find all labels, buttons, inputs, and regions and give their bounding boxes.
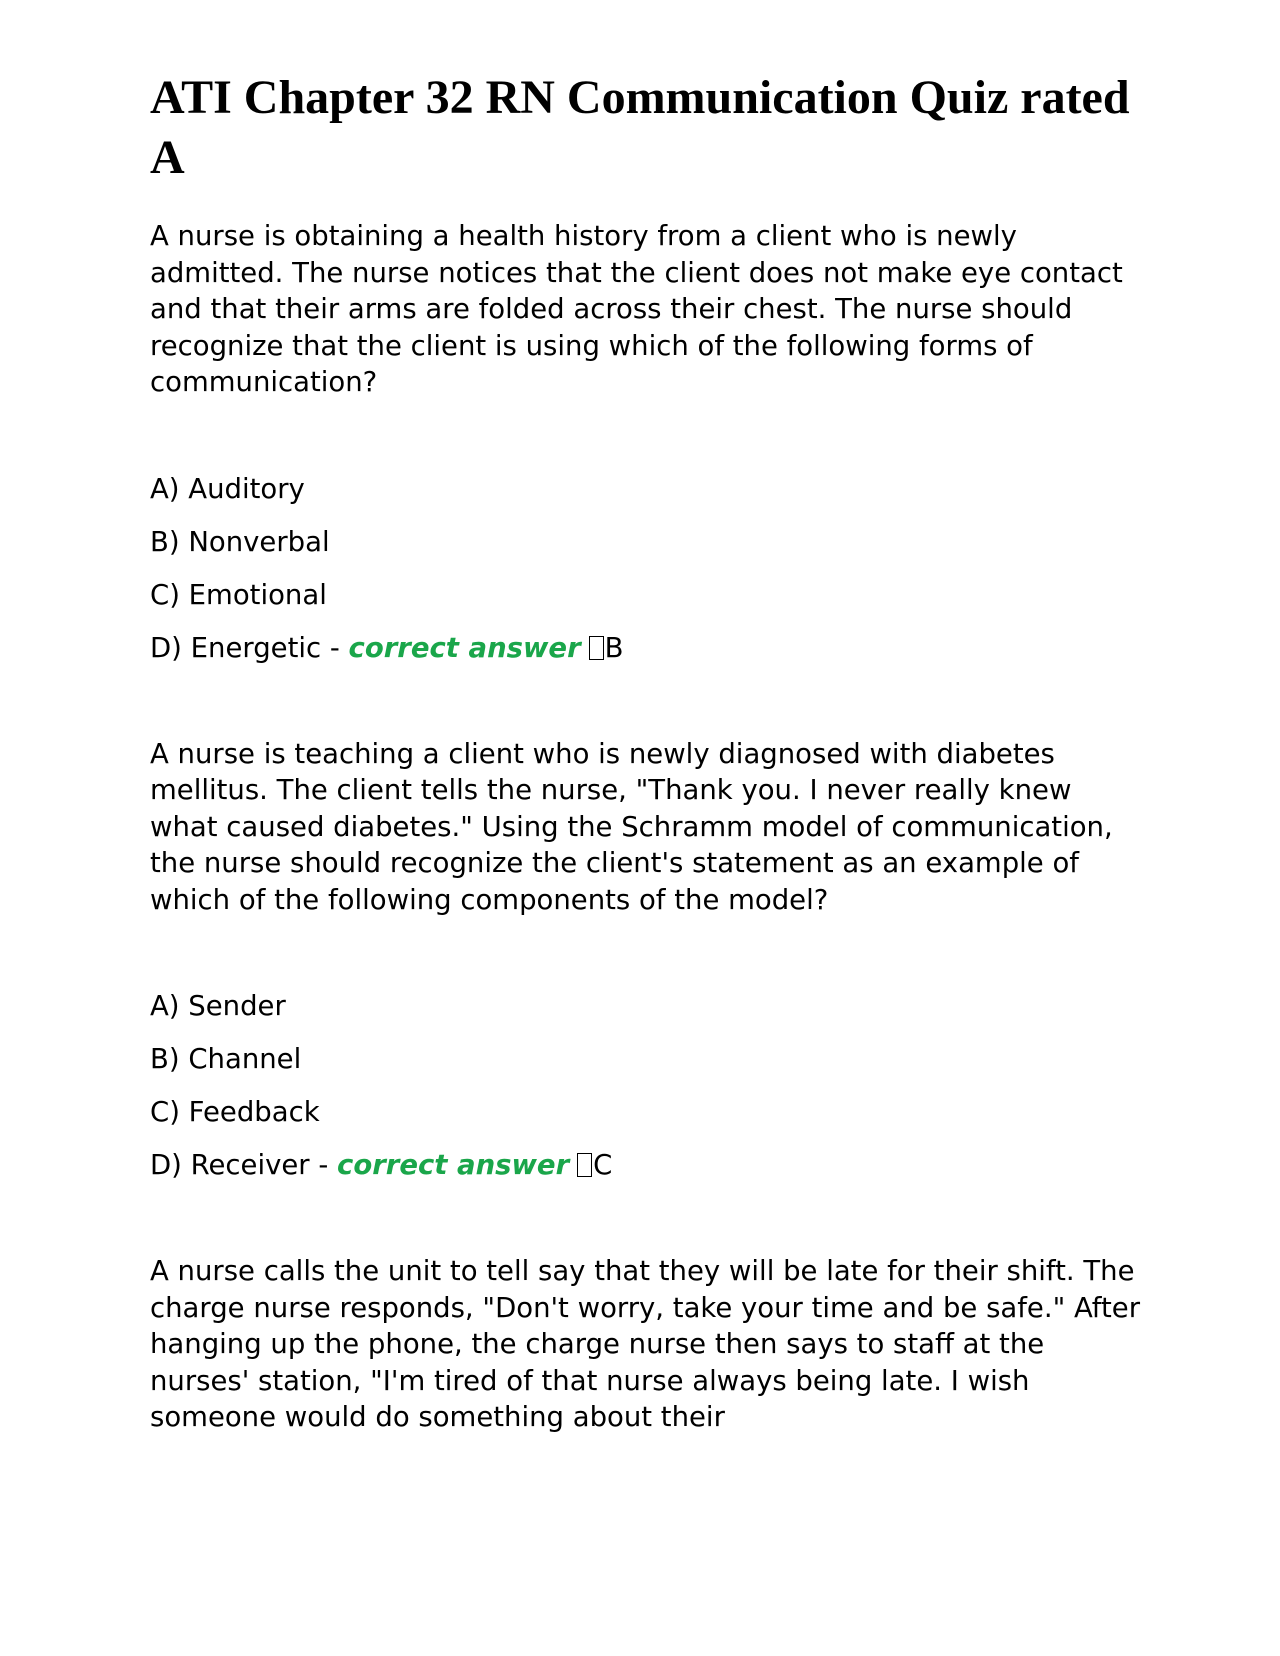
option-d-text: D) Receiver - <box>150 1149 338 1181</box>
correct-answer-label: correct answer <box>348 631 581 664</box>
question-2-text: A nurse is teaching a client who is newly diagnosed with diabetes mellitus. The client tells the nurse, "Thank you. I never really knew what caused diabetes." Using the Schramm model of communication, the nurse should recognize the client's statement as an example of which of the following components of the model? <box>150 737 1113 916</box>
question-1 <box>150 218 1140 666</box>
question-3 <box>150 1253 1140 1436</box>
correct-answer-value: B <box>604 631 624 664</box>
option-c: C) Feedback <box>150 1096 320 1128</box>
option-c: C) Emotional <box>150 578 327 611</box>
question-2 <box>150 736 1140 1184</box>
option-b: B) Channel <box>150 1043 302 1075</box>
question-1-text: A nurse is obtaining a health history from a client who is newly admitted. The nurse notices that the client does not make eye contact and that their arms are folded across their chest. The nurse should recognize that the client is using which of the following forms of communication? <box>150 220 1123 398</box>
question-1-options <box>150 471 1140 666</box>
document-page <box>150 68 1140 1506</box>
question-2-options <box>150 988 1140 1183</box>
option-d <box>150 1147 1140 1183</box>
missing-glyph-icon <box>577 1153 592 1177</box>
correct-answer-label: correct answer <box>337 1149 570 1181</box>
option-a: A) Auditory <box>150 472 305 505</box>
missing-glyph-icon <box>589 636 604 660</box>
question-3-text: A nurse calls the unit to tell say that they will be late for their shift. The charge nurse responds, "Don't worry, take your time and be safe." After hanging up the phone, the charge nurse then says to staff at the nurses' station, "I'm tired of that nurse always being late. I wish someone would do something about their <box>150 1255 1141 1433</box>
option-b: B) Nonverbal <box>150 525 330 558</box>
option-d-text: D) Energetic - <box>150 631 349 664</box>
document-title: ATI Chapter 32 RN Communication Quiz rated A <box>150 71 1130 184</box>
option-a: A) Sender <box>150 990 286 1022</box>
option-d <box>150 630 1140 666</box>
correct-answer-value: C <box>593 1149 613 1181</box>
